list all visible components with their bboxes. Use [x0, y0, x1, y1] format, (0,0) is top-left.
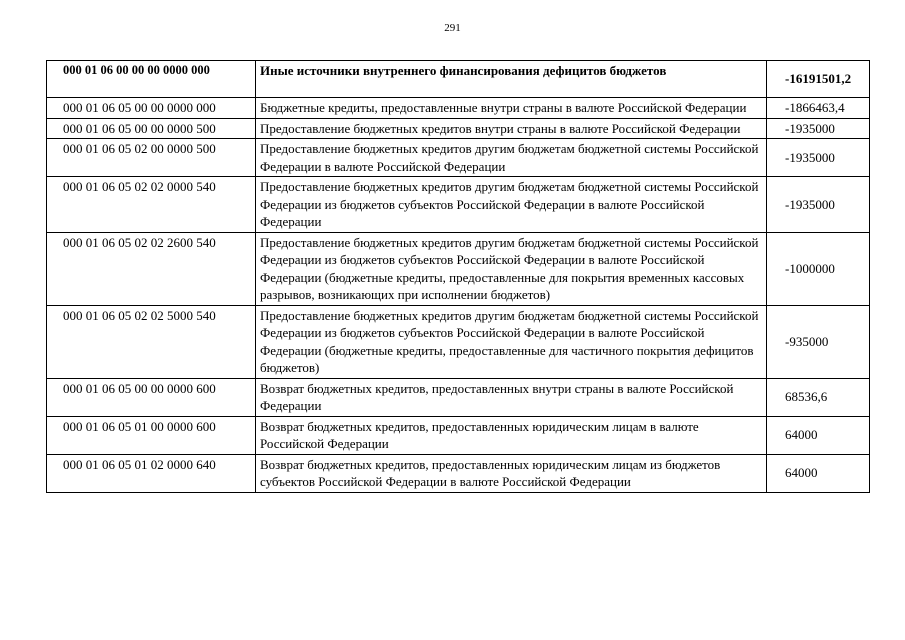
source-name-cell: Предоставление бюджетных кредитов внутри страны в валюте Российской Федерации: [256, 118, 767, 139]
budget-code-cell: 000 01 06 05 02 02 2600 540: [47, 232, 256, 305]
amount-cell: 64000: [767, 454, 870, 492]
amount-cell: -935000: [767, 305, 870, 378]
source-name-cell: Предоставление бюджетных кредитов другим бюджетам бюджетной системы Российской Федерации из бюджетов субъектов Российской Федерации в валюте Российской Федерации (бюджетные кредиты, предоставленные для покрытия временных кассовых разрывов, возникающих при исполнении бюджетов): [256, 232, 767, 305]
budget-code-cell: 000 01 06 00 00 00 0000 000: [47, 61, 256, 98]
table-row: [47, 139, 870, 177]
amount-cell: -1000000: [767, 232, 870, 305]
budget-code-cell: 000 01 06 05 00 00 0000 000: [47, 98, 256, 119]
source-name-cell: Бюджетные кредиты, предоставленные внутри страны в валюте Российской Федерации: [256, 98, 767, 119]
table-row: [47, 61, 870, 98]
budget-code-cell: 000 01 06 05 01 02 0000 640: [47, 454, 256, 492]
amount-cell: -1935000: [767, 177, 870, 233]
source-name-cell: Возврат бюджетных кредитов, предоставленных внутри страны в валюте Российской Федерации: [256, 378, 767, 416]
source-name-cell: Возврат бюджетных кредитов, предоставленных юридическим лицам из бюджетов субъектов Российской Федерации в валюте Российской Федерации: [256, 454, 767, 492]
table-row: [47, 454, 870, 492]
source-name-cell: Возврат бюджетных кредитов, предоставленных юридическим лицам в валюте Российской Федерации: [256, 416, 767, 454]
budget-code-cell: 000 01 06 05 02 02 0000 540: [47, 177, 256, 233]
source-name-cell: Иные источники внутреннего финансирования дефицитов бюджетов: [256, 61, 767, 98]
budget-sources-table: [46, 60, 870, 493]
amount-cell: -1935000: [767, 139, 870, 177]
budget-code-cell: 000 01 06 05 00 00 0000 500: [47, 118, 256, 139]
amount-cell: 68536,6: [767, 378, 870, 416]
amount-cell: -16191501,2: [767, 61, 870, 98]
table-row: [47, 416, 870, 454]
amount-cell: -1866463,4: [767, 98, 870, 119]
budget-code-cell: 000 01 06 05 01 00 0000 600: [47, 416, 256, 454]
budget-code-cell: 000 01 06 05 02 02 5000 540: [47, 305, 256, 378]
table-row: [47, 118, 870, 139]
budget-code-cell: 000 01 06 05 02 00 0000 500: [47, 139, 256, 177]
table-row: [47, 305, 870, 378]
budget-code-cell: 000 01 06 05 00 00 0000 600: [47, 378, 256, 416]
table-row: [47, 98, 870, 119]
table-row: [47, 177, 870, 233]
table-row: [47, 378, 870, 416]
source-name-cell: Предоставление бюджетных кредитов другим бюджетам бюджетной системы Российской Федерации из бюджетов субъектов Российской Федерации в валюте Российской Федерации (бюджетные кредиты, предоставленные для частичного покрытия дефицитов бюджетов): [256, 305, 767, 378]
page-number: 291: [444, 22, 461, 34]
source-name-cell: Предоставление бюджетных кредитов другим бюджетам бюджетной системы Российской Федерации из бюджетов субъектов Российской Федерации в валюте Российской Федерации: [256, 177, 767, 233]
amount-cell: -1935000: [767, 118, 870, 139]
table-row: [47, 232, 870, 305]
amount-cell: 64000: [767, 416, 870, 454]
source-name-cell: Предоставление бюджетных кредитов другим бюджетам бюджетной системы Российской Федерации в валюте Российской Федерации: [256, 139, 767, 177]
